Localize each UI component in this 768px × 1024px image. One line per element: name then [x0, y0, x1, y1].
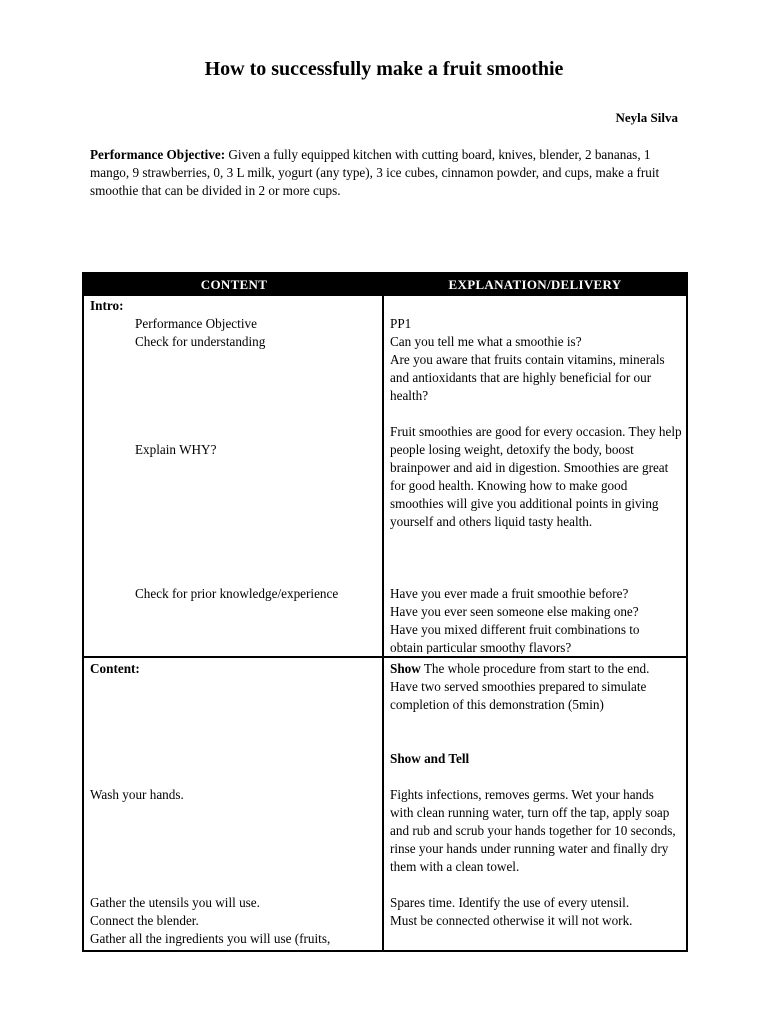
blender-step: Connect the blender. [90, 913, 199, 928]
ingredients-step: Gather all the ingredients you will use (fruits, [90, 931, 331, 946]
page-title: How to successfully make a fruit smoothie [204, 58, 564, 80]
author-name: Neyla Silva [615, 110, 678, 125]
objective-label: Performance Objective: [90, 147, 226, 162]
prior-question: Have you ever seen someone else making one? [390, 604, 639, 619]
intro-heading: Intro: [90, 298, 124, 313]
show-text: The whole procedure from start to the end. Have two served smoothies prepared to simulate completion of this demonstration (5min) [390, 661, 650, 712]
intro-item: Check for understanding [135, 334, 266, 349]
utensils-explanation: Spares time. Identify the use of every utensil. [390, 895, 630, 910]
header-explanation: EXPLANATION/DELIVERY [448, 277, 622, 292]
intro-item: Explain WHY? [135, 442, 217, 457]
show-explanation [390, 660, 672, 714]
why-explanation: Fruit smoothies are good for every occasion. They help people losing weight, detoxify the body, boost brainpower and aid in digestion. Smoothies are great for good health. Knowing how to make good smoothies will give you additional points in giving yourself and others liquid tasty health. [390, 424, 682, 529]
lesson-table [82, 272, 688, 952]
aware-question: Are you aware that fruits contain vitamins, minerals and antioxidants that are highly beneficial for our health? [390, 352, 665, 403]
prior-question: Have you ever made a fruit smoothie before? [390, 586, 629, 601]
show-label: Show [390, 661, 421, 676]
header-content: CONTENT [200, 277, 268, 292]
wash-explanation: Fights infections, removes germs. Wet your hands with clean running water, turn off the tap, apply soap and rub and scrub your hands together for 10 seconds, rinse your hands under running water and finally dry them with a clean towel. [390, 787, 676, 874]
prior-question: obtain particular smoothy flavors? [390, 640, 572, 654]
pp-label: PP1 [390, 316, 412, 331]
blender-explanation: Must be connected otherwise it will not work. [390, 913, 633, 928]
table-row-intro [84, 296, 686, 656]
prior-question: Have you mixed different fruit combinations to [390, 622, 640, 637]
performance-objective [90, 146, 690, 200]
table-header [84, 274, 686, 296]
table-row-content [84, 656, 686, 950]
show-and-tell: Show and Tell [390, 751, 470, 766]
content-explanation-cell [384, 658, 686, 950]
intro-content-cell [84, 296, 384, 656]
understanding-question: Can you tell me what a smoothie is? [390, 334, 582, 349]
intro-item: Check for prior knowledge/experience [135, 586, 339, 601]
content-heading: Content: [90, 661, 140, 676]
utensils-step: Gather the utensils you will use. [90, 895, 260, 910]
intro-item: Performance Objective [135, 316, 257, 331]
wash-step: Wash your hands. [90, 787, 184, 802]
objective-text: Given a fully equipped kitchen with cutting board, knives, blender, 2 bananas, 1 mango, 9 strawberries, 0, 3 L milk, yogurt (any type), 3 ice cubes, cinnamon powder, and cups, make a fruit smoothie that can be divided in 2 or more cups. [90, 147, 660, 198]
intro-explanation-cell [384, 296, 686, 656]
content-content-cell [84, 658, 384, 950]
